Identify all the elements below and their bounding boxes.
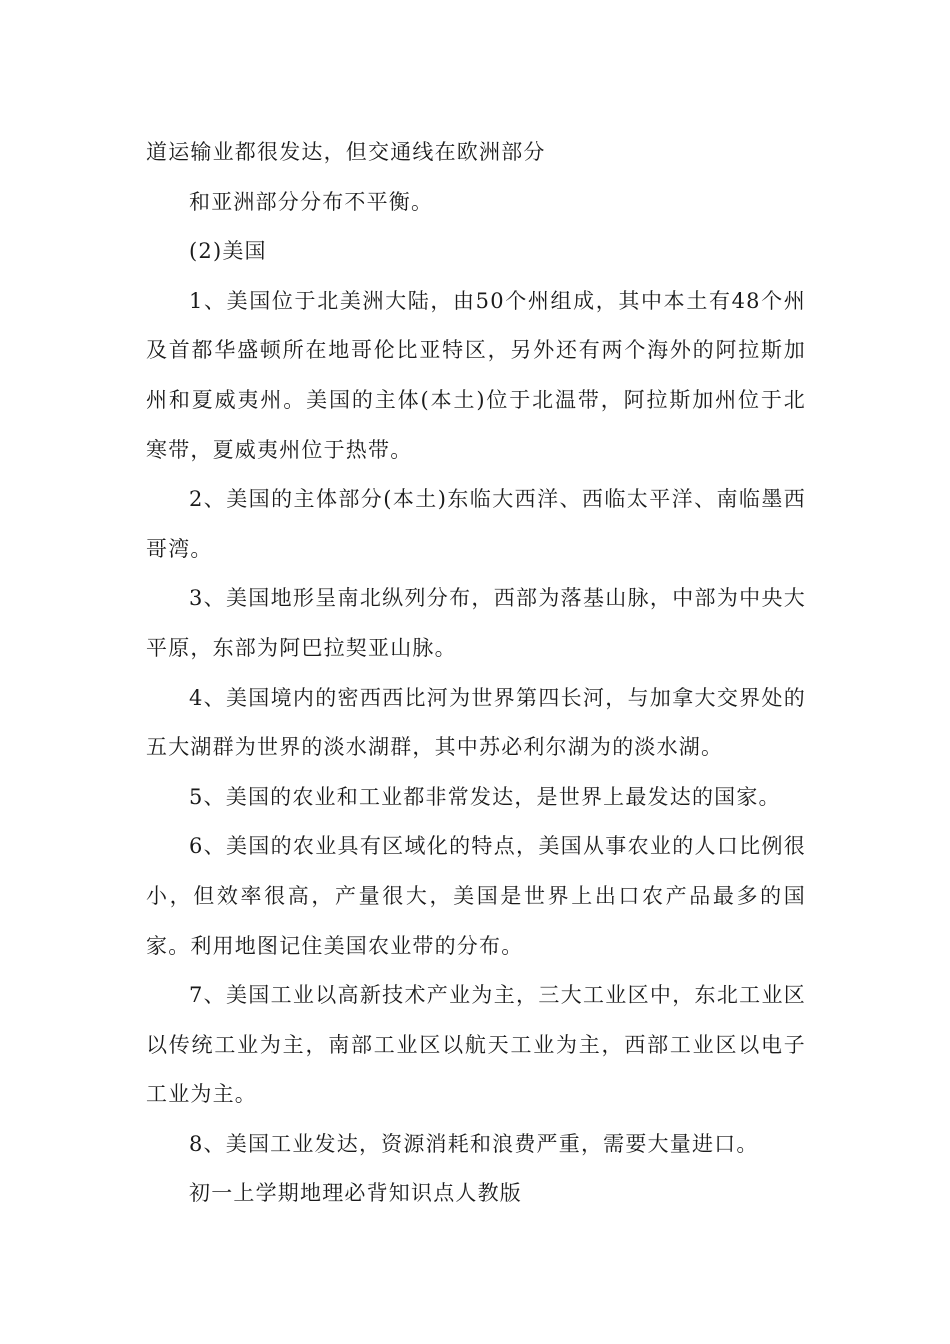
paragraph-point-4: 4、美国境内的密西西比河为世界第四长河，与加拿大交界处的五大湖群为世界的淡水湖群，其中苏必利尔湖为的淡水湖。 — [146, 685, 806, 760]
paragraph-point-3: 3、美国地形呈南北纵列分布，西部为落基山脉，中部为中央大平原，东部为阿巴拉契亚山脉。 — [146, 586, 806, 660]
paragraph-1: 道运输业都很发达，但交通线在欧洲部分 — [146, 140, 546, 164]
paragraph-point-5: 5、美国的农业和工业都非常发达，是世界上最发达的国家。 — [189, 784, 781, 809]
paragraph-point-6: 6、美国的农业具有区域化的特点，美国从事农业的人口比例很小，但效率很高，产量很大，美国是世界上出口农产品最多的国家。利用地图记住美国农业带的分布。 — [146, 834, 806, 958]
document-body — [146, 128, 806, 1219]
paragraph-2: 和亚洲部分分布不平衡。 — [189, 189, 434, 214]
closing-title: 初一上学期地理必背知识点人教版 — [189, 1181, 522, 1206]
paragraph-point-8: 8、美国工业发达，资源消耗和浪费严重，需要大量进口。 — [189, 1131, 759, 1156]
paragraph-point-1: 1、美国位于北美洲大陆，由50个州组成，其中本土有48个州及首都华盛顿所在地哥伦比亚特区，另外还有两个海外的阿拉斯加州和夏威夷州。美国的主体(本土)位于北温带，阿拉斯加州位于北寒带，夏威夷州位于热带。 — [146, 288, 806, 462]
paragraph-point-2: 2、美国的主体部分(本土)东临大西洋、西临太平洋、南临墨西哥湾。 — [146, 487, 806, 561]
section-heading-usa: (2)美国 — [189, 239, 267, 264]
paragraph-point-7: 7、美国工业以高新技术产业为主，三大工业区中，东北工业区以传统工业为主，南部工业区以航天工业为主，西部工业区以电子工业为主。 — [146, 983, 806, 1107]
